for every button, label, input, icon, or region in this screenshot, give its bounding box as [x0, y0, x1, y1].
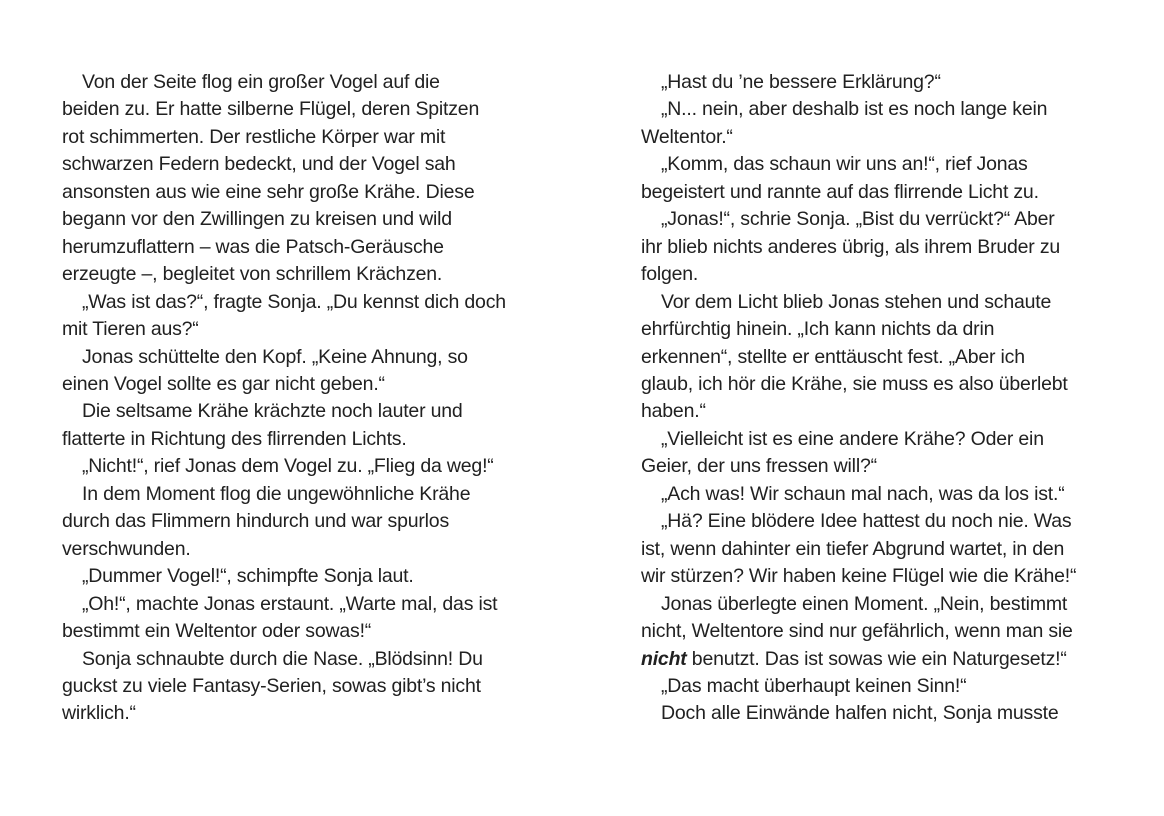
- text-line: „Jonas!“, schrie Sonja. „Bist du verrückt?“ Aber: [661, 208, 1055, 231]
- text-line: haben.“: [641, 400, 706, 423]
- text-line: ansonsten aus wie eine sehr große Krähe. Diese: [62, 180, 475, 203]
- text-line: „Hä? Eine blödere Idee hattest du noch nie. Was: [661, 510, 1072, 533]
- text-line: begeistert und rannte auf das flirrende Licht zu.: [641, 180, 1039, 203]
- text-line: Von der Seite flog ein großer Vogel auf die: [82, 71, 440, 93]
- text-line: Geier, der uns fressen will?“: [641, 455, 877, 478]
- text-line: „Nicht!“, rief Jonas dem Vogel zu. „Flieg da weg!“: [82, 455, 494, 478]
- text-line: Doch alle Einwände halfen nicht, Sonja musste: [661, 702, 1059, 725]
- text-line: erzeugte –, begleitet von schrillem Krächzen.: [62, 263, 443, 286]
- text-line: In dem Moment flog die ungewöhnliche Krähe: [82, 482, 471, 505]
- text-line: Die seltsame Krähe krächzte noch lauter und: [82, 400, 463, 423]
- text-line: „Vielleicht ist es eine andere Krähe? Oder ein: [661, 427, 1044, 450]
- text-line: rot schimmerten. Der restliche Körper war mit: [62, 125, 446, 148]
- text-line: glaub, ich hör die Krähe, sie muss es also überlebt: [641, 372, 1068, 395]
- text-line: beiden zu. Er hatte silberne Flügel, deren Spitzen: [62, 98, 480, 121]
- text-line: Vor dem Licht blieb Jonas stehen und schaute: [661, 290, 1052, 313]
- text-line: „Komm, das schaun wir uns an!“, rief Jonas: [661, 153, 1028, 176]
- text-line: Sonja schnaubte durch die Nase. „Blödsinn! Du: [82, 647, 483, 670]
- text-line: flatterte in Richtung des flirrenden Lichts.: [62, 427, 407, 450]
- text-line: „Dummer Vogel!“, schimpfte Sonja laut.: [82, 565, 414, 588]
- text-line: verschwunden.: [62, 537, 191, 560]
- text-line: guckst zu viele Fantasy-Serien, sowas gibt’s nicht: [62, 674, 481, 697]
- text-line: ist, wenn dahinter ein tiefer Abgrund wartet, in den: [641, 537, 1065, 560]
- text-line: wir stürzen? Wir haben keine Flügel wie die Krähe!“: [641, 565, 1077, 588]
- text-line: erkennen“, stellte er enttäuscht fest. „Aber ich: [641, 345, 1025, 368]
- text-line: ehrfürchtig hinein. „Ich kann nichts da drin: [641, 318, 995, 341]
- text-line: folgen.: [641, 263, 699, 286]
- text-line: bestimmt ein Weltentor oder sowas!“: [62, 620, 372, 643]
- text-line: „Oh!“, machte Jonas erstaunt. „Warte mal, das ist: [82, 592, 498, 615]
- text-line: begann vor den Zwillingen zu kreisen und wild: [62, 208, 452, 231]
- text-line: einen Vogel sollte es gar nicht geben.“: [62, 372, 385, 395]
- text-line: schwarzen Federn bedeckt, und der Vogel sah: [62, 153, 456, 176]
- text-line: nicht, Weltentore sind nur gefährlich, wenn man sie: [641, 620, 1073, 643]
- text-line: Jonas überlegte einen Moment. „Nein, bestimmt: [661, 592, 1068, 615]
- text-line: herumzuflattern – was die Patsch-Geräusche: [62, 235, 444, 258]
- text-line: wirklich.“: [62, 702, 136, 725]
- text-line: mit Tieren aus?“: [62, 318, 199, 341]
- text-line: „Ach was! Wir schaun mal nach, was da los ist.“: [661, 482, 1065, 505]
- text-line: ihr blieb nichts anderes übrig, als ihrem Bruder zu: [641, 235, 1061, 258]
- left-page-column: [62, 69, 540, 728]
- text-line: „Hast du ’ne bessere Erklärung?“: [661, 71, 941, 93]
- text-line: „N... nein, aber deshalb ist es noch lange kein: [661, 98, 1048, 121]
- text-line: Weltentor.“: [641, 125, 733, 148]
- text-line: durch das Flimmern hindurch und war spurlos: [62, 510, 449, 533]
- text-line: „Was ist das?“, fragte Sonja. „Du kennst dich doch: [82, 290, 506, 313]
- text-line: Jonas schüttelte den Kopf. „Keine Ahnung, so: [82, 345, 468, 368]
- text-line: nicht benutzt. Das ist sowas wie ein Naturgesetz!“: [641, 647, 1067, 670]
- text-line: „Das macht überhaupt keinen Sinn!“: [661, 674, 967, 697]
- right-page-column: [641, 69, 1119, 728]
